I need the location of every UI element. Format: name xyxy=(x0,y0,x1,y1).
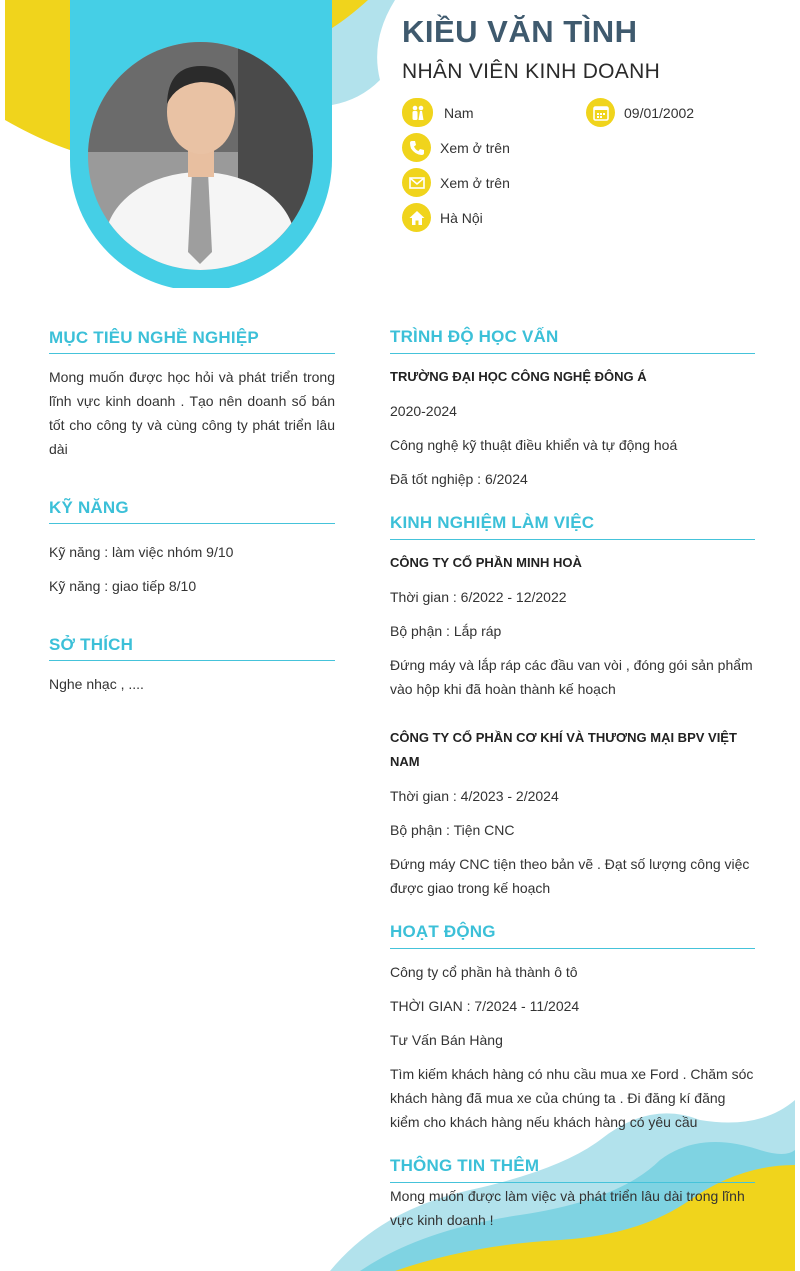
job-dept: Bộ phận : Lắp ráp xyxy=(390,623,502,639)
divider xyxy=(390,539,755,540)
activities-title: HOẠT ĐỘNG xyxy=(390,922,496,941)
activity-desc: Tìm kiếm khách hàng có nhu cầu mua xe Ford . Chăm sóc khách hàng đã mua xe của chúng ta . Đi đăng kí đăng kiểm cho khách hàng nếu khách hàng có yêu cầu xyxy=(390,1066,754,1130)
info-address xyxy=(402,203,483,232)
address-value: Hà Nội xyxy=(440,209,483,226)
info-birthdate xyxy=(586,98,694,127)
activity-time: THỜI GIAN : 7/2024 - 11/2024 xyxy=(390,998,580,1014)
divider xyxy=(49,353,335,354)
job-desc: Đứng máy CNC tiện theo bản vẽ . Đạt số lượng công việc được giao trong kế hoạch xyxy=(390,856,750,896)
activity-org: Công ty cổ phần hà thành ô tô xyxy=(390,964,578,980)
education-title: TRÌNH ĐỘ HỌC VẤN xyxy=(390,327,559,346)
phone-value: Xem ở trên xyxy=(440,139,510,156)
candidate-name: KIỀU VĂN TÌNH xyxy=(402,14,638,49)
skills-title: KỸ NĂNG xyxy=(49,498,129,517)
experience-title: KINH NGHIỆM LÀM VIỆC xyxy=(390,513,595,532)
job-dept: Bộ phận : Tiện CNC xyxy=(390,822,515,838)
hobbies-title: SỞ THÍCH xyxy=(49,635,134,654)
hobbies-text: Nghe nhạc , .... xyxy=(49,676,144,692)
objective-text: Mong muốn được học hỏi và phát triển trong lĩnh vực kinh doanh . Tạo nên doanh số bán tốt cho công ty và cùng công ty phát triển lâu dài xyxy=(49,369,335,457)
info-phone xyxy=(402,133,510,162)
job-time: Thời gian : 4/2023 - 2/2024 xyxy=(390,788,559,804)
education-years: 2020-2024 xyxy=(390,403,457,419)
info-gender xyxy=(402,98,474,127)
divider xyxy=(390,1182,755,1183)
avatar-illustration xyxy=(88,42,313,270)
education-graduated: Đã tốt nghiệp : 6/2024 xyxy=(390,471,528,487)
job-company: CÔNG TY CỔ PHẦN CƠ KHÍ VÀ THƯƠNG MẠI BPV VIỆT NAM xyxy=(390,730,737,769)
email-value: Xem ở trên xyxy=(440,174,510,191)
job-company: CÔNG TY CỔ PHẦN MINH HOÀ xyxy=(390,555,582,570)
divider xyxy=(390,353,755,354)
skill-item: Kỹ năng : giao tiếp 8/10 xyxy=(49,578,197,594)
more-info-text: Mong muốn được làm việc và phát triển lâu dài trong lĩnh vực kinh doanh ! xyxy=(390,1188,745,1228)
birthdate-value: 09/01/2002 xyxy=(624,104,695,121)
job-desc: Đứng máy và lắp ráp các đầu van vòi , đóng gói sản phẩm vào hộp khi đã hoàn thành kế hoạch xyxy=(390,657,753,697)
home-icon xyxy=(402,203,431,232)
education-school: TRƯỜNG ĐẠI HỌC CÔNG NGHỆ ĐÔNG Á xyxy=(390,369,647,384)
activity-role: Tư Vấn Bán Hàng xyxy=(390,1032,503,1048)
job-time: Thời gian : 6/2022 - 12/2022 xyxy=(390,589,567,605)
skill-item: Kỹ năng : làm việc nhóm 9/10 xyxy=(49,544,234,560)
education-major: Công nghệ kỹ thuật điều khiển và tự động hoá xyxy=(390,437,678,453)
mail-icon xyxy=(402,168,431,197)
more-info-title: THÔNG TIN THÊM xyxy=(390,1156,540,1175)
divider xyxy=(49,660,335,661)
phone-icon xyxy=(402,133,431,162)
job-title: NHÂN VIÊN KINH DOANH xyxy=(402,60,661,83)
info-email xyxy=(402,168,510,197)
divider xyxy=(49,523,335,524)
gender-icon xyxy=(402,98,433,127)
gender-value: Nam xyxy=(444,104,474,121)
objective-title: MỤC TIÊU NGHỀ NGHIỆP xyxy=(49,328,259,347)
avatar xyxy=(88,42,313,270)
calendar-icon xyxy=(586,98,615,127)
divider xyxy=(390,948,755,949)
